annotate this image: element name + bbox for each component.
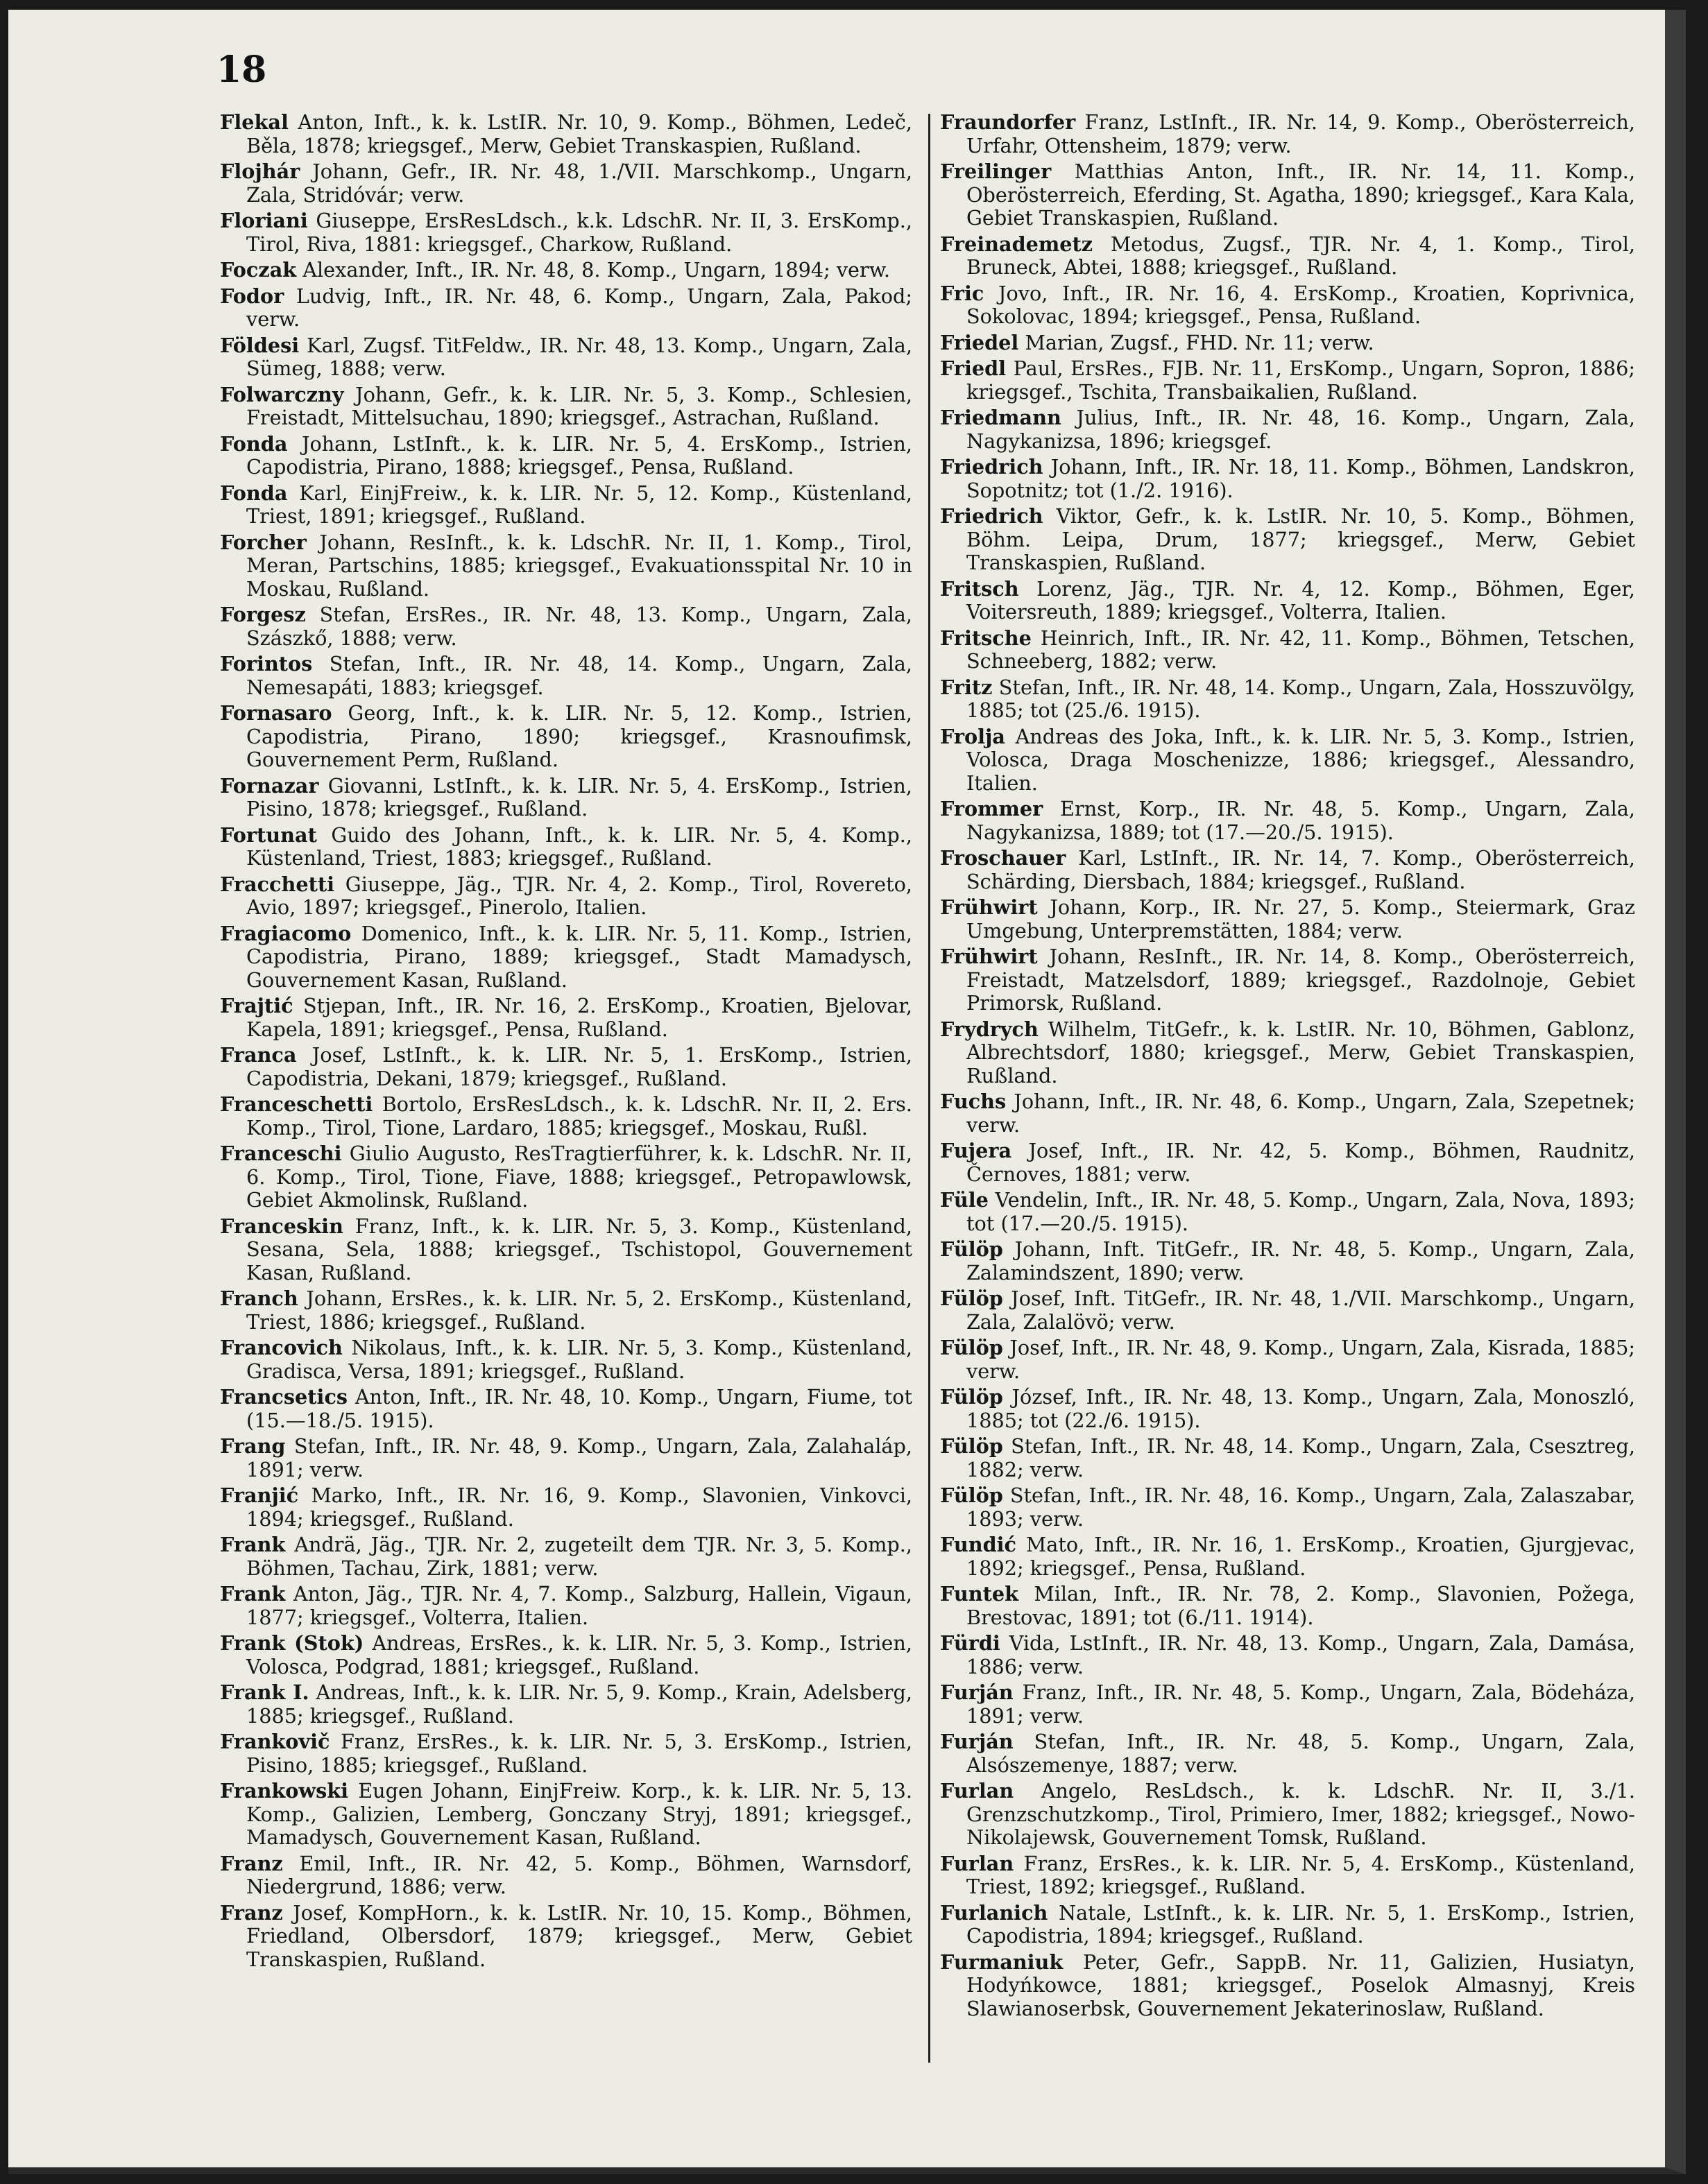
register-entry xyxy=(220,1730,912,1777)
register-entry xyxy=(940,1902,1635,1948)
register-entry xyxy=(940,1336,1635,1383)
entry-details: Johann, Gefr., IR. Nr. 48, 1./VII. Marschkomp., Ungarn, Zala, Stridóvár; verw. xyxy=(246,160,912,207)
register-entry xyxy=(220,160,912,207)
entry-surname: Füle xyxy=(940,1188,989,1212)
entry-details: Andreas, Inft., k. k. LIR. Nr. 5, 9. Komp., Krain, Adelsberg, 1885; kriegsgef., Rußland. xyxy=(246,1680,913,1728)
register-entry xyxy=(220,1044,912,1090)
document-page xyxy=(8,10,1686,2174)
entry-details: Nikolaus, Inft., k. k. LIR. Nr. 5, 3. Komp., Küstenland, Gradisca, Versa, 1891; kriegsgef., Rußland. xyxy=(246,1336,912,1383)
entry-details: Stefan, Inft., IR. Nr. 48, 5. Komp., Ungarn, Zala, Alsószemenye, 1887; verw. xyxy=(966,1730,1635,1777)
entry-details: Ernst, Korp., IR. Nr. 48, 5. Komp., Ungarn, Zala, Nagykanizsa, 1889; tot (17.—20./5. 1915). xyxy=(966,797,1636,844)
register-entry xyxy=(220,653,912,699)
entry-surname: Fülöp xyxy=(940,1336,1003,1359)
entry-details: Karl, EinjFreiw., k. k. LIR. Nr. 5, 12. Komp., Küstenland, Triest, 1891; kriegsgef., Rußland. xyxy=(246,481,912,528)
register-entry xyxy=(220,1287,912,1334)
entry-details: Andreas, ErsRes., k. k. LIR. Nr. 5, 3. Komp., Istrien, Volosca, Podgrad, 1881; kriegsgef., Rußland. xyxy=(246,1631,912,1678)
entry-details: Paul, ErsRes., FJB. Nr. 11, ErsKomp., Ungarn, Sopron, 1886; kriegsgef., Tschita, Transbaikalien, Rußland. xyxy=(966,356,1635,404)
entry-details: Giuseppe, Jäg., TJR. Nr. 4, 2. Komp., Tirol, Rovereto, Avio, 1897; kriegsgef., Pinerolo, Italien. xyxy=(246,872,912,919)
register-entry xyxy=(220,334,912,381)
entry-details: Alexander, Inft., IR. Nr. 48, 8. Komp., Ungarn, 1894; verw. xyxy=(302,258,891,282)
entry-surname: Freilinger xyxy=(940,160,1052,183)
entry-surname: Froschauer xyxy=(940,846,1066,870)
entry-details: Lorenz, Jäg., TJR. Nr. 4, 12. Komp., Böhmen, Eger, Voitersreuth, 1889; kriegsgef., Volterra, Italien. xyxy=(966,576,1635,624)
entry-surname: Fülöp xyxy=(940,1237,1003,1261)
entry-details: Julius, Inft., IR. Nr. 48, 16. Komp., Ungarn, Zala, Nagykanizsa, 1896; kriegsgef. xyxy=(966,406,1636,453)
entry-surname: Friedel xyxy=(940,330,1019,354)
entry-details: Johann, Inft. TitGefr., IR. Nr. 48, 5. Komp., Ungarn, Zala, Zalamindszent, 1890; verw. xyxy=(966,1237,1635,1284)
register-entry xyxy=(220,775,912,821)
entry-surname: Furján xyxy=(940,1730,1014,1753)
register-entry xyxy=(220,1902,912,1972)
register-entry xyxy=(940,627,1635,673)
entry-surname: Frajtić xyxy=(220,994,293,1017)
entry-surname: Fortunat xyxy=(220,823,317,847)
entry-details: Guido des Johann, Inft., k. k. LIR. Nr. 5, 4. Komp., Küstenland, Triest, 1883; kriegsgef., Rußland. xyxy=(246,823,913,870)
register-entry xyxy=(940,111,1635,157)
register-entry xyxy=(940,1018,1635,1088)
page-number: 18 xyxy=(216,49,267,91)
entry-details: Emil, Inft., IR. Nr. 42, 5. Komp., Böhmen, Warnsdorf, Niedergrund, 1886; verw. xyxy=(246,1851,912,1898)
entry-surname: Fuchs xyxy=(940,1090,1007,1113)
entry-surname: Fonda xyxy=(220,481,288,505)
entry-surname: Francsetics xyxy=(220,1385,348,1409)
entry-surname: Frydrych xyxy=(940,1017,1039,1041)
register-entry xyxy=(940,406,1635,453)
register-entry xyxy=(940,847,1635,893)
register-entry xyxy=(220,702,912,772)
register-entry xyxy=(220,603,912,650)
entry-surname: Franjić xyxy=(220,1484,299,1507)
entry-details: Anton, Inft., IR. Nr. 48, 10. Komp., Ungarn, Fiume, tot (15.—18./5. 1915). xyxy=(246,1385,912,1432)
entry-details: Johann, LstInft., k. k. LIR. Nr. 5, 4. ErsKomp., Istrien, Capodistria, Pirano, 1888; kriegsgef., Pensa, Rußland. xyxy=(246,431,912,479)
entry-details: Matthias Anton, Inft., IR. Nr. 14, 11. Komp., Oberösterreich, Eferding, St. Agatha, 1890; kriegsgef., Kara Kala, Gebiet Transkaspien, Rußland. xyxy=(966,160,1636,230)
entry-details: Franz, LstInft., IR. Nr. 14, 9. Komp., Oberösterreich, Urfahr, Ottensheim, 1879; verw. xyxy=(966,110,1635,157)
right-column xyxy=(940,111,1635,2023)
entry-details: Johann, Inft., IR. Nr. 48, 6. Komp., Ungarn, Zala, Szepetnek; verw. xyxy=(966,1090,1635,1137)
register-entry xyxy=(220,873,912,920)
entry-details: Giovanni, LstInft., k. k. LIR. Nr. 5, 4. ErsKomp., Istrien, Pisino, 1878; kriegsgef., Rußland. xyxy=(246,773,912,820)
entry-details: Vida, LstInft., IR. Nr. 48, 13. Komp., Ungarn, Zala, Damása, 1886; verw. xyxy=(966,1631,1635,1678)
entry-surname: Fülöp xyxy=(940,1434,1003,1458)
entry-surname: Floriani xyxy=(220,209,308,232)
entry-details: Giulio Augusto, ResTragtierführer, k. k. LdschR. Nr. II, 6. Komp., Tirol, Tione, Fiave, 1888; kriegsgef., Petropawlowsk, Gebiet Akmolinsk, Rußland. xyxy=(246,1142,912,1212)
entry-surname: Funtek xyxy=(940,1582,1018,1606)
entry-details: Milan, Inft., IR. Nr. 78, 2. Komp., Slavonien, Požega, Brestovac, 1891; tot (6./11. 1914). xyxy=(966,1582,1635,1629)
entry-details: Stefan, Inft., IR. Nr. 48, 14. Komp., Ungarn, Zala, Csesztreg, 1882; verw. xyxy=(966,1434,1635,1481)
register-entry xyxy=(220,285,912,332)
register-entry xyxy=(220,1215,912,1285)
register-entry xyxy=(220,384,912,430)
entry-surname: Franz xyxy=(220,1851,283,1875)
entry-details: Karl, Zugsf. TitFeldw., IR. Nr. 48, 13. Komp., Ungarn, Zala, Sümeg, 1888; verw. xyxy=(246,333,912,380)
register-entry xyxy=(940,1730,1635,1777)
register-entry xyxy=(220,482,912,528)
register-entry xyxy=(220,111,912,157)
register-entry xyxy=(940,1090,1635,1137)
entry-surname: Franca xyxy=(220,1043,297,1067)
register-entry xyxy=(940,505,1635,575)
entry-details: Anton, Inft., k. k. LstIR. Nr. 10, 9. Komp., Böhmen, Ledeč, Běla, 1878; kriegsgef., Merw, Gebiet Transkaspien, Rußland. xyxy=(246,110,912,157)
entry-details: Josef, Inft., IR. Nr. 48, 9. Komp., Ungarn, Zala, Kisrada, 1885; verw. xyxy=(966,1336,1635,1383)
entry-details: Karl, LstInft., IR. Nr. 14, 7. Komp., Oberösterreich, Schärding, Diersbach, 1884; kriegsgef., Rußland. xyxy=(966,846,1635,893)
register-entry xyxy=(220,1780,912,1850)
entry-details: Stefan, ErsRes., IR. Nr. 48, 13. Komp., Ungarn, Zala, Szászkő, 1888; verw. xyxy=(246,603,912,650)
register-entry xyxy=(220,824,912,870)
register-entry xyxy=(220,259,912,282)
register-entry xyxy=(940,1632,1635,1678)
entry-surname: Fülöp xyxy=(940,1484,1003,1507)
entry-details: Angelo, ResLdsch., k. k. LdschR. Nr. II, 3./1. Grenzschutzkomp., Tirol, Primiero, Imer, 1882; kriegsgef., Nowo-Nikolajewsk, Gouvernement Tomsk, Rußland. xyxy=(966,1779,1635,1849)
entry-details: Marian, Zugsf., FHD. Nr. 11; verw. xyxy=(1025,330,1374,354)
register-entry xyxy=(940,1681,1635,1728)
register-entry xyxy=(940,160,1635,230)
entry-details: Stefan, Inft., IR. Nr. 48, 16. Komp., Ungarn, Zala, Zalaszabar, 1893; verw. xyxy=(966,1484,1635,1531)
entry-surname: Fritsche xyxy=(940,626,1032,650)
entry-details: Johann, ErsRes., k. k. LIR. Nr. 5, 2. ErsKomp., Küstenland, Triest, 1886; kriegsgef., Rußland. xyxy=(246,1287,912,1334)
entry-surname: Frank xyxy=(220,1582,286,1606)
entry-surname: Friedrich xyxy=(940,504,1043,528)
register-entry xyxy=(940,578,1635,624)
entry-surname: Flojhár xyxy=(220,160,300,183)
entry-surname: Forintos xyxy=(220,652,313,676)
register-entry xyxy=(220,1583,912,1629)
entry-details: Jovo, Inft., IR. Nr. 16, 4. ErsKomp., Kroatien, Koprivnica, Sokolovac, 1894; kriegsgef., Pensa, Rußland. xyxy=(966,281,1635,328)
register-entry xyxy=(940,1780,1635,1850)
entry-surname: Flekal xyxy=(220,110,289,134)
entry-surname: Fornasaro xyxy=(220,701,332,725)
entry-surname: Forcher xyxy=(220,530,307,554)
register-entry xyxy=(940,896,1635,943)
entry-details: Johann, Korp., IR. Nr. 27, 5. Komp., Steiermark, Graz Umgebung, Unterpremstätten, 1884; verw. xyxy=(966,895,1635,943)
register-entry xyxy=(940,945,1635,1015)
register-entry xyxy=(220,1093,912,1140)
entry-surname: Fracchetti xyxy=(220,872,335,896)
register-entry xyxy=(940,1238,1635,1284)
entry-surname: Fornazar xyxy=(220,773,319,798)
entry-details: Natale, LstInft., k. k. LIR. Nr. 5, 1. ErsKomp., Istrien, Capodistria, 1894; kriegsgef., Rußland. xyxy=(966,1900,1635,1947)
entry-details: Josef, Inft., IR. Nr. 42, 5. Komp., Böhmen, Raudnitz, Černoves, 1881; verw. xyxy=(966,1139,1635,1186)
entry-details: József, Inft., IR. Nr. 48, 13. Komp., Ungarn, Zala, Monoszló, 1885; tot (22./6. 1915). xyxy=(966,1385,1636,1432)
register-entry xyxy=(220,1386,912,1432)
entry-surname: Frühwirt xyxy=(940,945,1038,968)
entry-surname: Frankovič xyxy=(220,1730,330,1753)
entry-details: Peter, Gefr., SappB. Nr. 11, Galizien, Husiatyn, Hodyńkowce, 1881; kriegsgef., Poselok Almasnyj, Kreis Slawianoserbsk, Gouvernement Jekaterinoslaw, Rußland. xyxy=(966,1950,1635,2020)
entry-surname: Frankowski xyxy=(220,1779,349,1803)
entry-details: Viktor, Gefr., k. k. LstIR. Nr. 10, 5. Komp., Böhmen, Böhm. Leipa, Drum, 1877; kriegsgef., Merw, Gebiet Transkaspien, Rußland. xyxy=(966,504,1635,574)
entry-details: Johann, Gefr., k. k. LIR. Nr. 5, 3. Komp., Schlesien, Freistadt, Mittelsuchau, 1890; kriegsgef., Astrachan, Rußland. xyxy=(246,382,912,429)
register-entry xyxy=(940,676,1635,723)
entry-surname: Frühwirt xyxy=(940,895,1038,919)
register-entry xyxy=(940,1484,1635,1531)
entry-surname: Fundić xyxy=(940,1533,1017,1556)
register-entry xyxy=(220,1435,912,1481)
entry-surname: Fülöp xyxy=(940,1287,1003,1310)
register-entry xyxy=(940,332,1635,355)
register-entry xyxy=(940,1951,1635,2021)
entry-surname: Franceschetti xyxy=(220,1092,373,1116)
entry-surname: Furmaniuk xyxy=(940,1950,1064,1974)
entry-details: Franz, Inft., IR. Nr. 48, 5. Komp., Ungarn, Zala, Bödeháza, 1891; verw. xyxy=(966,1680,1635,1728)
entry-surname: Furlan xyxy=(940,1851,1014,1875)
entry-details: Andrä, Jäg., TJR. Nr. 2, zugeteilt dem TJR. Nr. 3, 5. Komp., Böhmen, Tachau, Zirk, 1881; verw. xyxy=(246,1533,912,1580)
entry-surname: Furlan xyxy=(940,1779,1014,1803)
register-entry xyxy=(220,1852,912,1899)
register-entry xyxy=(220,531,912,601)
entry-details: Stefan, Inft., IR. Nr. 48, 14. Komp., Ungarn, Zala, Nemesapáti, 1883; kriegsgef. xyxy=(246,652,912,699)
entry-surname: Friedmann xyxy=(940,406,1061,429)
entry-surname: Frank (Stok) xyxy=(220,1631,364,1655)
entry-details: Johann, ResInft., IR. Nr. 14, 8. Komp., Oberösterreich, Freistadt, Matzelsdorf, 1889; kriegsgef., Razdolnoje, Gebiet Primorsk, Rußland. xyxy=(966,945,1635,1015)
entry-details: Franz, ErsRes., k. k. LIR. Nr. 5, 4. ErsKomp., Küstenland, Triest, 1892; kriegsgef., Rußland. xyxy=(966,1851,1636,1898)
entry-surname: Franz xyxy=(220,1900,283,1925)
register-entry xyxy=(940,233,1635,280)
entry-surname: Fonda xyxy=(220,431,288,456)
entry-details: Josef, LstInft., k. k. LIR. Nr. 5, 1. ErsKomp., Istrien, Capodistria, Dekani, 1879; kriegsgef., Rußland. xyxy=(246,1043,913,1090)
register-entry xyxy=(940,357,1635,404)
register-entry xyxy=(220,1632,912,1678)
entry-surname: Friedl xyxy=(940,356,1007,380)
entry-details: Josef, Inft. TitGefr., IR. Nr. 48, 1./VII. Marschkomp., Ungarn, Zala, Zalalövö; verw. xyxy=(966,1287,1635,1334)
entry-details: Vendelin, Inft., IR. Nr. 48, 5. Komp., Ungarn, Zala, Nova, 1893; tot (17.—20./5. 1915). xyxy=(966,1188,1635,1235)
entry-details: Ludvig, Inft., IR. Nr. 48, 6. Komp., Ungarn, Zala, Pakod; verw. xyxy=(246,284,912,331)
register-entry xyxy=(940,725,1635,796)
entry-details: Mato, Inft., IR. Nr. 16, 1. ErsKomp., Kroatien, Gjurgjevac, 1892; kriegsgef., Pensa, Rußland. xyxy=(966,1533,1635,1580)
entry-surname: Fric xyxy=(940,281,984,305)
column-divider xyxy=(928,114,930,2063)
register-entry xyxy=(220,433,912,479)
entry-details: Domenico, Inft., k. k. LIR. Nr. 5, 11. Komp., Istrien, Capodistria, Pirano, 1889; kriegsgef., Stadt Mamadysch, Gouvernement Kasan, Rußland. xyxy=(246,921,912,992)
register-entry xyxy=(220,1533,912,1580)
entry-surname: Fujera xyxy=(940,1139,1012,1162)
entry-surname: Frang xyxy=(220,1434,286,1458)
register-entry xyxy=(220,209,912,256)
entry-details: Giuseppe, ErsResLdsch., k.k. LdschR. Nr. II, 3. ErsKomp., Tirol, Riva, 1881: kriegsgef., Charkow, Rußland. xyxy=(246,209,912,256)
register-entry xyxy=(940,1583,1635,1629)
register-entry xyxy=(940,456,1635,502)
entry-surname: Fritz xyxy=(940,675,993,699)
register-entry xyxy=(940,798,1635,844)
entry-surname: Furján xyxy=(940,1680,1014,1704)
entry-surname: Földesi xyxy=(220,333,300,357)
entry-surname: Friedrich xyxy=(940,455,1043,479)
entry-surname: Foczak xyxy=(220,258,297,282)
entry-surname: Forgesz xyxy=(220,603,306,626)
register-entry xyxy=(940,1140,1635,1186)
entry-surname: Fritsch xyxy=(940,576,1019,601)
entry-details: Georg, Inft., k. k. LIR. Nr. 5, 12. Komp., Istrien, Capodistria, Pirano, 1890; kriegsgef., Krasnoufimsk, Gouvernement Perm, Rußland. xyxy=(246,701,912,771)
register-entry xyxy=(220,995,912,1041)
entry-details: Johann, Inft., IR. Nr. 18, 11. Komp., Böhmen, Landskron, Sopotnitz; tot (1./2. 1916). xyxy=(966,455,1635,502)
entry-surname: Fraundorfer xyxy=(940,110,1076,134)
entry-surname: Fodor xyxy=(220,284,284,308)
register-entry xyxy=(940,1533,1635,1580)
entry-details: Stefan, Inft., IR. Nr. 48, 9. Komp., Ungarn, Zala, Zalahaláp, 1891; verw. xyxy=(246,1434,912,1481)
entry-surname: Franceskin xyxy=(220,1214,343,1238)
entry-details: Franz, ErsRes., k. k. LIR. Nr. 5, 3. ErsKomp., Istrien, Pisino, 1885; kriegsgef., Rußland. xyxy=(246,1730,912,1777)
entry-details: Metodus, Zugsf., TJR. Nr. 4, 1. Komp., Tirol, Bruneck, Abtei, 1888; kriegsgef., Rußland. xyxy=(966,232,1635,279)
register-entry xyxy=(940,1189,1635,1235)
register-entry xyxy=(940,282,1635,329)
left-column xyxy=(220,111,912,1974)
entry-details: Franz, Inft., k. k. LIR. Nr. 5, 3. Komp., Küstenland, Sesana, Sela, 1888; kriegsgef., Tschistopol, Gouvernement Kasan, Rußland. xyxy=(246,1214,912,1284)
entry-surname: Frank xyxy=(220,1533,286,1556)
register-entry xyxy=(940,1386,1635,1432)
entry-details: Eugen Johann, EinjFreiw. Korp., k. k. LIR. Nr. 5, 13. Komp., Galizien, Lemberg, Gonczany Stryj, 1891; kriegsgef., Mamadysch, Gouvernement Kasan, Rußland. xyxy=(246,1779,912,1849)
entry-surname: Frommer xyxy=(940,797,1043,820)
entry-surname: Fülöp xyxy=(940,1385,1003,1409)
entry-details: Johann, ResInft., k. k. LdschR. Nr. II, 1. Komp., Tirol, Meran, Partschins, 1885; kriegsgef., Evakuationsspital Nr. 10 in Moskau, Rußland. xyxy=(246,530,912,601)
register-entry xyxy=(220,1142,912,1212)
entry-surname: Furlanich xyxy=(940,1900,1048,1925)
entry-surname: Freinademetz xyxy=(940,232,1093,256)
entry-surname: Folwarczny xyxy=(220,382,344,406)
entry-details: Josef, KompHorn., k. k. LstIR. Nr. 10, 15. Komp., Böhmen, Friedland, Olbersdorf, 1879; kriegsgef., Merw, Gebiet Transkaspien, Rußland. xyxy=(246,1900,912,1971)
entry-details: Wilhelm, TitGefr., k. k. LstIR. Nr. 10, Böhmen, Gablonz, Albrechtsdorf, 1880; kriegsgef., Merw, Gebiet Transkaspien, Rußland. xyxy=(966,1017,1635,1087)
register-entry xyxy=(940,1852,1635,1899)
entry-details: Stefan, Inft., IR. Nr. 48, 14. Komp., Ungarn, Zala, Hosszuvölgy, 1885; tot (25./6. 1915). xyxy=(966,675,1635,722)
register-entry xyxy=(220,1484,912,1531)
entry-details: Marko, Inft., IR. Nr. 16, 9. Komp., Slavonien, Vinkovci, 1894; kriegsgef., Rußland. xyxy=(246,1484,912,1531)
entry-surname: Frank I. xyxy=(220,1680,309,1704)
entry-surname: Franch xyxy=(220,1287,298,1310)
entry-details: Bortolo, ErsResLdsch., k. k. LdschR. Nr. II, 2. Ers. Komp., Tirol, Tione, Lardaro, 1885; kriegsgef., Moskau, Rußl. xyxy=(246,1092,912,1140)
register-entry xyxy=(220,1681,912,1728)
entry-details: Andreas des Joka, Inft., k. k. LIR. Nr. 5, 3. Komp., Istrien, Volosca, Draga Moschenizze, 1886; kriegsgef., Alessandro, Italien. xyxy=(966,724,1635,795)
entry-details: Stjepan, Inft., IR. Nr. 16, 2. ErsKomp., Kroatien, Bjelovar, Kapela, 1891; kriegsgef., Pensa, Rußland. xyxy=(246,994,912,1041)
entry-surname: Fürdi xyxy=(940,1631,1000,1655)
register-entry xyxy=(940,1435,1635,1481)
register-entry xyxy=(220,1336,912,1383)
register-entry xyxy=(940,1287,1635,1334)
entry-details: Anton, Jäg., TJR. Nr. 4, 7. Komp., Salzburg, Hallein, Vigaun, 1877; kriegsgef., Volterra, Italien. xyxy=(246,1582,912,1629)
entry-surname: Fragiacomo xyxy=(220,921,352,945)
entry-details: Heinrich, Inft., IR. Nr. 42, 11. Komp., Böhmen, Tetschen, Schneeberg, 1882; verw. xyxy=(966,626,1635,673)
register-entry xyxy=(220,922,912,992)
entry-surname: Francovich xyxy=(220,1336,343,1359)
entry-surname: Franceschi xyxy=(220,1142,342,1165)
entry-surname: Frolja xyxy=(940,724,1005,748)
